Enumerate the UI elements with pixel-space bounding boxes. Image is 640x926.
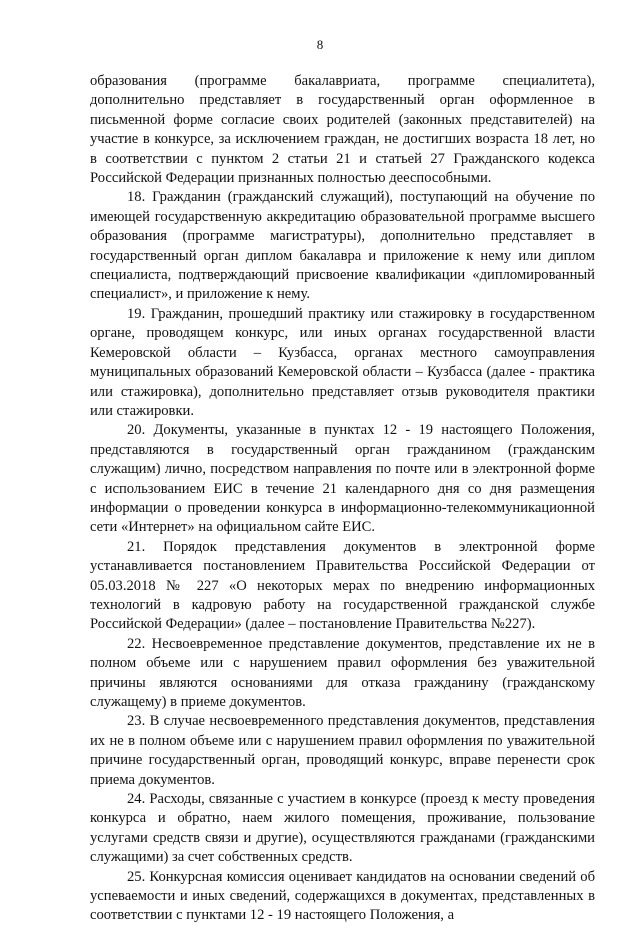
paragraph-20: 20. Документы, указанные в пунктах 12 - 19 настоящего Положения, представляются в государственный орган гражданином (гражданским служащим) лично, посредством направления по почте или в электронной форме с использованием ЕИС в течение 21 календарного дня со дня размещения информации о проведении конкурса в информационно-телекоммуникационной сети «Интернет» на официальном сайте ЕИС. bbox=[90, 422, 595, 536]
page-number: 8 bbox=[316, 37, 324, 52]
paragraph-19: 19. Гражданин, прошедший практику или стажировку в государственном органе, проводящем конкурс, или иных органах государственной власти Кемеровской области – Кузбасса, органах местного самоуправления муниципальных образований Кемеровской области – Кузбасса (далее - практика или стажировка), дополнительно представляет отзыв руководителя практики или стажировки. bbox=[90, 305, 595, 419]
paragraph-continuation: образования (программе бакалавриата, программе специалитета), дополнительно представляет в государственный орган оформленное в письменной форме согласие своих родителей (законных представителей) на участие в конкурсе, за исключением граждан, не достигших возраста 18 лет, но в соответствии с пунктом 2 статьи 21 и статьей 27 Гражданского кодекса Российской Федерации признанных полностью дееспособными. bbox=[90, 73, 595, 187]
document-body bbox=[90, 72, 595, 926]
paragraph-23: 23. В случае несвоевременного представления документов, представления их не в полном объеме или с нарушением правил оформления по уважительной причине государственный орган, проводящий конкурс, вправе перенести срок приема документов. bbox=[90, 713, 595, 788]
paragraph-24: 24. Расходы, связанные с участием в конкурсе (проезд к месту проведения конкурса и обратно, наем жилого помещения, проживание, пользование услугами средств связи и другие), осуществляются гражданами (гражданскими служащими) за счет собственных средств. bbox=[90, 791, 595, 866]
paragraph-25: 25. Конкурсная комиссия оценивает кандидатов на основании сведений об успеваемости и иных сведений, содержащихся в документах, представленных в соответствии с пунктами 12 - 19 настоящего Положения, а bbox=[90, 868, 595, 924]
paragraph-18: 18. Гражданин (гражданский служащий), поступающий на обучение по имеющей государственную аккредитацию образовательной программе высшего образования (программе магистратуры), дополнительно представляет в государственный орган диплом бакалавра и приложение к нему или диплом специалиста, подтверждающий присвоение квалификации «дипломированный специалист», и приложение к нему. bbox=[90, 189, 595, 303]
paragraph-22: 22. Несвоевременное представление документов, представление их не в полном объеме или с нарушением правил оформления без уважительной причины являются основаниями для отказа гражданину (гражданскому служащему) в приеме документов. bbox=[90, 635, 595, 710]
paragraph-21: 21. Порядок представления документов в электронной форме устанавливается постановлением Правительства Российской Федерации от 05.03.2018 № 227 «О некоторых мерах по внедрению информационных технологий в кадровую работу на государственной гражданской службе Российской Федерации» (далее – постановление Правительства №227). bbox=[90, 538, 595, 633]
